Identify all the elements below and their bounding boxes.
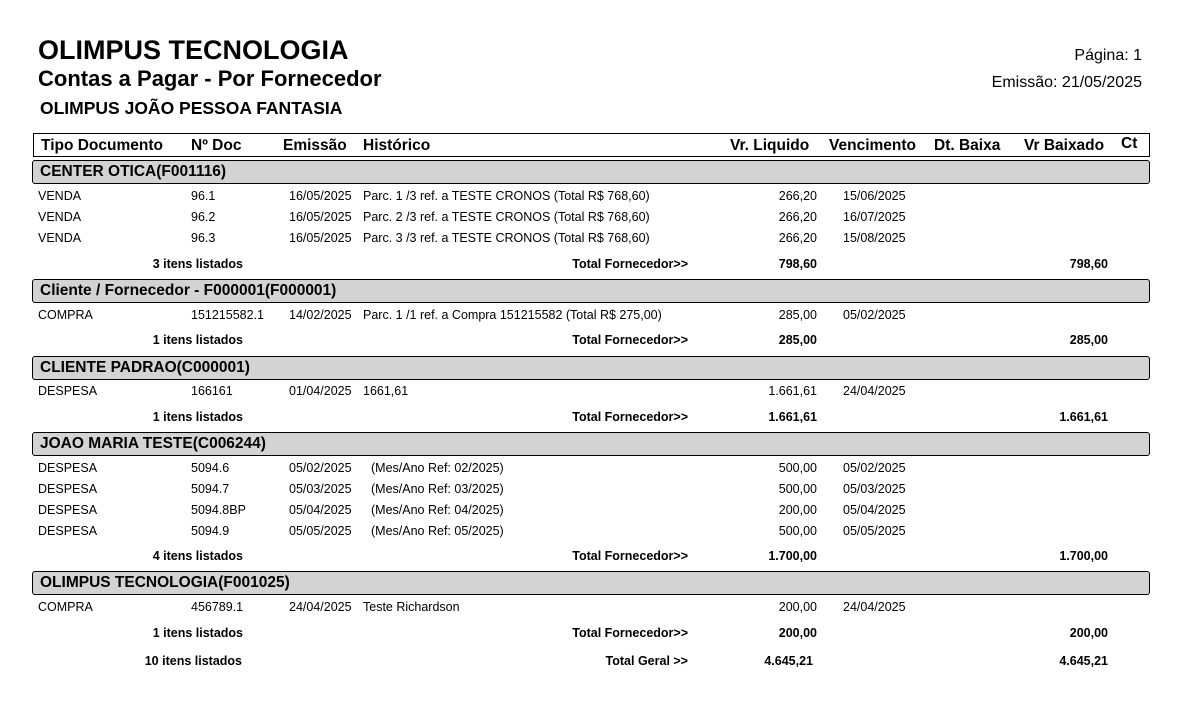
grand-total-baixado: 4.645,21 — [1059, 654, 1108, 668]
group-name: Cliente / Fornecedor - F000001(F000001) — [40, 282, 337, 299]
cell-vencimento: 24/04/2025 — [843, 600, 906, 614]
table-row — [0, 231, 1180, 251]
cell-vencimento: 15/06/2025 — [843, 189, 906, 203]
group-total-row — [0, 257, 1180, 277]
col-historico: Histórico — [363, 137, 431, 154]
cell-emissao: 05/03/2025 — [289, 482, 352, 496]
cell-emissao: 24/04/2025 — [289, 600, 352, 614]
cell-vencimento: 15/08/2025 — [843, 231, 906, 245]
cell-historico: Parc. 1 /1 ref. a Compra 151215582 (Total R$ 275,00) — [363, 308, 662, 322]
group-header — [32, 571, 1150, 595]
group-total-label: Total Fornecedor>> — [572, 333, 688, 347]
cell-valor: 200,00 — [778, 600, 817, 614]
cell-vencimento: 24/04/2025 — [843, 384, 906, 398]
group-total-baixado: 798,60 — [1069, 257, 1108, 271]
cell-tipo: VENDA — [38, 189, 82, 203]
cell-doc: 5094.7 — [191, 482, 230, 496]
cell-vencimento: 05/04/2025 — [843, 503, 906, 517]
grand-total-row — [0, 654, 1180, 674]
cell-vencimento: 05/05/2025 — [843, 524, 906, 538]
group-header — [32, 432, 1150, 456]
col-emissao: Emissão — [283, 137, 347, 154]
group-total-label: Total Fornecedor>> — [572, 549, 688, 563]
col-vencimento: Vencimento — [829, 137, 916, 154]
group-total-label: Total Fornecedor>> — [572, 410, 688, 424]
group-name: CENTER OTICA(F001116) — [40, 163, 227, 180]
group-total-baixado: 1.700,00 — [1059, 549, 1108, 563]
col-tipo-documento: Tipo Documento — [41, 137, 163, 154]
cell-emissao: 16/05/2025 — [289, 231, 352, 245]
cell-valor: 266,20 — [778, 210, 817, 224]
group-item-count: 1 itens listados — [152, 333, 243, 347]
table-row — [0, 308, 1180, 328]
group-header — [32, 160, 1150, 184]
cell-tipo: DESPESA — [38, 461, 98, 475]
grand-total-value: 4.645,21 — [764, 654, 813, 668]
table-row — [0, 503, 1180, 523]
group-total-label: Total Fornecedor>> — [572, 626, 688, 640]
grand-item-count: 10 itens listados — [144, 654, 242, 668]
cell-tipo: DESPESA — [38, 384, 98, 398]
col-ct: Ct — [1121, 135, 1138, 152]
group-name: OLIMPUS TECNOLOGIA(F001025) — [40, 574, 290, 591]
group-total-label: Total Fornecedor>> — [572, 257, 688, 271]
cell-tipo: DESPESA — [38, 482, 98, 496]
group-name: CLIENTE PADRAO(C000001) — [40, 359, 250, 376]
col-vr-liquido: Vr. Liquido — [730, 137, 810, 154]
cell-tipo: COMPRA — [38, 600, 93, 614]
cell-tipo: DESPESA — [38, 524, 98, 538]
cell-emissao: 16/05/2025 — [289, 210, 352, 224]
grand-total-label: Total Geral >> — [605, 654, 688, 668]
cell-emissao: 01/04/2025 — [289, 384, 352, 398]
group-total-baixado: 285,00 — [1069, 333, 1108, 347]
group-total-value: 798,60 — [778, 257, 817, 271]
cell-emissao: 05/05/2025 — [289, 524, 352, 538]
group-item-count: 3 itens listados — [152, 257, 243, 271]
cell-doc: 151215582.1 — [191, 308, 264, 322]
cell-tipo: VENDA — [38, 231, 82, 245]
cell-doc: 5094.9 — [191, 524, 230, 538]
group-header — [32, 356, 1150, 380]
report-company-title: OLIMPUS TECNOLOGIA — [38, 35, 349, 65]
table-row — [0, 189, 1180, 209]
cell-emissao: 05/04/2025 — [289, 503, 352, 517]
cell-valor: 266,20 — [778, 189, 817, 203]
col-vr-baixado: Vr Baixado — [1024, 137, 1105, 154]
cell-valor: 500,00 — [778, 524, 817, 538]
cell-doc: 5094.8BP — [191, 503, 246, 517]
cell-doc: 96.3 — [191, 231, 216, 245]
cell-emissao: 14/02/2025 — [289, 308, 352, 322]
cell-historico: Parc. 3 /3 ref. a TESTE CRONOS (Total R$ 768,60) — [363, 231, 650, 245]
cell-historico: (Mes/Ano Ref: 04/2025) — [371, 503, 504, 517]
table-row — [0, 210, 1180, 230]
issue-date: Emissão: 21/05/2025 — [991, 74, 1142, 91]
cell-historico: 1661,61 — [363, 384, 409, 398]
group-total-baixado: 1.661,61 — [1059, 410, 1108, 424]
group-total-value: 285,00 — [778, 333, 817, 347]
cell-valor: 266,20 — [778, 231, 817, 245]
group-total-value: 1.700,00 — [768, 549, 817, 563]
group-item-count: 1 itens listados — [152, 626, 243, 640]
cell-valor: 1.661,61 — [768, 384, 817, 398]
group-name: JOAO MARIA TESTE(C006244) — [40, 435, 266, 452]
group-item-count: 1 itens listados — [152, 410, 243, 424]
group-total-value: 200,00 — [778, 626, 817, 640]
cell-valor: 285,00 — [778, 308, 817, 322]
cell-historico: Teste Richardson — [363, 600, 460, 614]
cell-doc: 456789.1 — [191, 600, 244, 614]
cell-emissao: 16/05/2025 — [289, 189, 352, 203]
cell-doc: 96.1 — [191, 189, 216, 203]
cell-valor: 200,00 — [778, 503, 817, 517]
table-row — [0, 482, 1180, 502]
cell-historico: Parc. 2 /3 ref. a TESTE CRONOS (Total R$ 768,60) — [363, 210, 650, 224]
cell-doc: 96.2 — [191, 210, 216, 224]
report-branch: OLIMPUS JOÃO PESSOA FANTASIA — [40, 98, 343, 118]
cell-doc: 5094.6 — [191, 461, 230, 475]
cell-historico: Parc. 1 /3 ref. a TESTE CRONOS (Total R$ 768,60) — [363, 189, 650, 203]
table-row — [0, 600, 1180, 620]
table-row — [0, 384, 1180, 404]
cell-valor: 500,00 — [778, 482, 817, 496]
cell-doc: 166161 — [191, 384, 233, 398]
group-total-baixado: 200,00 — [1069, 626, 1108, 640]
cell-historico: (Mes/Ano Ref: 03/2025) — [371, 482, 504, 496]
group-item-count: 4 itens listados — [152, 549, 243, 563]
group-total-row — [0, 549, 1180, 569]
group-total-row — [0, 333, 1180, 353]
report-subtitle: Contas a Pagar - Por Fornecedor — [38, 66, 382, 91]
col-dt-baixa: Dt. Baixa — [934, 137, 1001, 154]
cell-tipo: VENDA — [38, 210, 82, 224]
table-row — [0, 524, 1180, 544]
cell-emissao: 05/02/2025 — [289, 461, 352, 475]
group-total-value: 1.661,61 — [768, 410, 817, 424]
cell-vencimento: 05/02/2025 — [843, 308, 906, 322]
cell-historico: (Mes/Ano Ref: 05/2025) — [371, 524, 504, 538]
group-total-row — [0, 410, 1180, 430]
cell-tipo: COMPRA — [38, 308, 93, 322]
cell-vencimento: 16/07/2025 — [843, 210, 906, 224]
col-numero-doc: Nº Doc — [191, 137, 242, 154]
column-header-bar — [33, 133, 1150, 157]
cell-vencimento: 05/03/2025 — [843, 482, 906, 496]
cell-valor: 500,00 — [778, 461, 817, 475]
cell-historico: (Mes/Ano Ref: 02/2025) — [371, 461, 504, 475]
cell-tipo: DESPESA — [38, 503, 98, 517]
group-total-row — [0, 626, 1180, 646]
page-number: Página: 1 — [1074, 47, 1142, 64]
cell-vencimento: 05/02/2025 — [843, 461, 906, 475]
group-header — [32, 279, 1150, 303]
table-row — [0, 461, 1180, 481]
